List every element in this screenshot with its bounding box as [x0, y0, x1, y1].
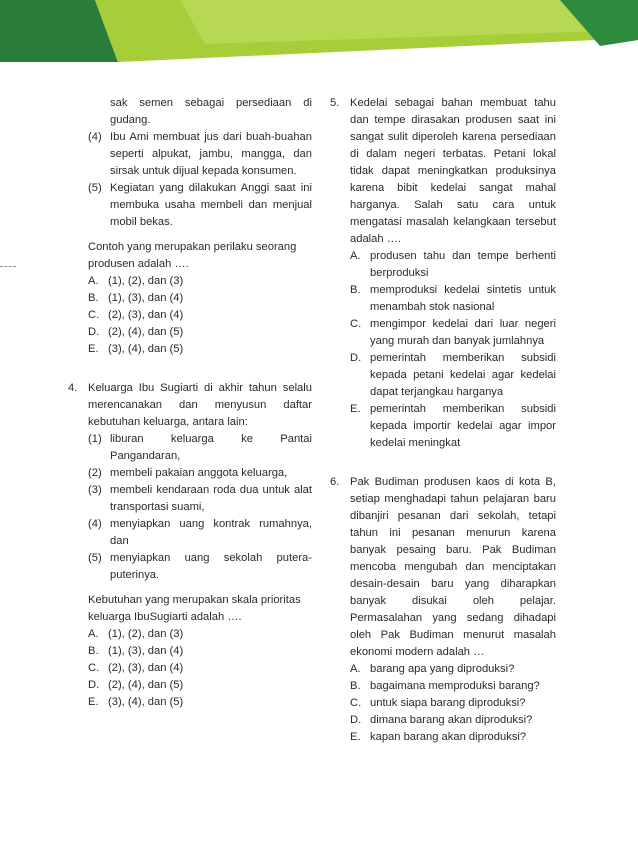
question-stem: Pak Budiman produsen kaos di kota B, setiap menghadapi tahun pelajaran baru dibanjiri pesanan dari sekolah, tetapi tahun ini pesanan menurun karena banyak pesaing baru. Pak Budiman mencoba mengubah dan menciptakan desain-desain baru yang diharapkan banyak disukai oleh pelajar. Permasalahan yang sedang dihadapi oleh Pak Budiman menurut masalah ekonomi modern adalah …: [350, 476, 556, 658]
list-item: (2) membeli pakaian anggota keluarga,: [88, 467, 288, 479]
question-4: [68, 380, 312, 711]
option[interactable]: D. (2), (4), dan (5): [88, 679, 184, 691]
option[interactable]: C. (2), (3), dan (4): [88, 662, 184, 674]
question-stem: Kedelai sebagai bahan membuat tahu dan tempe dirasakan produsen saat ini sangat sulit diperoleh karena persediaan di dalam negeri terbatas. Petani lokal tidak dapat meningkatkan produksinya karena bibit kedelai sangat mahal harganya. Salah satu cara untuk mengatasi masalah kelangkaan tersebut adalah ….: [350, 97, 556, 245]
left-column: [68, 95, 312, 711]
q3-options: [88, 273, 312, 358]
option[interactable]: E. kapan barang akan diproduksi?: [350, 731, 527, 743]
header-banner: [0, 0, 638, 62]
option[interactable]: B. (1), (3), dan (4): [88, 292, 184, 304]
list-item: [88, 129, 312, 180]
option[interactable]: A. (1), (2), dan (3): [88, 628, 184, 640]
question-number: 5.: [330, 97, 340, 109]
option[interactable]: D. pemerintah memberikan subsidi kepada petani kedelai agar kedelai dapat terjangkau harganya: [350, 352, 556, 398]
right-column: [330, 95, 556, 746]
option[interactable]: B. memproduksi kedelai sintetis untuk menambah stok nasional: [350, 284, 556, 313]
option[interactable]: A. produsen tahu dan tempe berhenti berproduksi: [350, 250, 556, 279]
option[interactable]: B. bagaimana memproduksi barang?: [350, 680, 540, 692]
question-6: [330, 474, 556, 746]
option[interactable]: C. untuk siapa barang diproduksi?: [350, 697, 526, 709]
list-item: [88, 95, 312, 129]
option[interactable]: E. (3), (4), dan (5): [88, 696, 184, 708]
option[interactable]: C. (2), (3), dan (4): [88, 309, 184, 321]
item-number: (5): [88, 182, 102, 194]
option[interactable]: A. (1), (2), dan (3): [88, 275, 184, 287]
item-text: sak semen sebagai persediaan di gudang.: [110, 97, 312, 126]
question-prompt: Kebutuhan yang merupakan skala prioritas keluarga IbuSugiarti adalah ….: [88, 594, 301, 623]
option[interactable]: C. mengimpor kedelai dari luar negeri yang murah dan banyak jumlahnya: [350, 318, 556, 347]
option[interactable]: D. (2), (4), dan (5): [88, 326, 184, 338]
question-prompt: Contoh yang merupakan perilaku seorang produsen adalah ….: [88, 241, 297, 270]
list-item: (3) membeli kendaraan roda dua untuk alat transportasi suami,: [88, 484, 312, 513]
option[interactable]: D. dimana barang akan diproduksi?: [350, 714, 533, 726]
option[interactable]: E. (3), (4), dan (5): [88, 343, 184, 355]
item-number: (4): [88, 131, 102, 143]
option[interactable]: B. (1), (3), dan (4): [88, 645, 184, 657]
question-5: [330, 95, 556, 452]
question-stem: Keluarga Ibu Sugiarti di akhir tahun selalu merencanakan dan menyusun daftar kebutuhan keluarga, antara lain:: [88, 382, 312, 428]
list-item: (5) menyiapkan uang sekolah putera-puterinya.: [88, 552, 312, 581]
list-item: (1) liburan keluarga ke Pantai Pangandaran,: [88, 433, 312, 462]
option[interactable]: E. pemerintah memberikan subsidi kepada importir kedelai agar impor kedelai meningkat: [350, 403, 556, 449]
question-number: 4.: [68, 382, 78, 394]
question-number: 6.: [330, 476, 340, 488]
list-item: [88, 180, 312, 231]
item-text: Kegiatan yang dilakukan Anggi saat ini membuka usaha membeli dan menjual mobil bekas.: [110, 182, 312, 228]
margin-dash-marker: [0, 266, 16, 267]
list-item: (4) menyiapkan uang kontrak rumahnya, dan: [88, 518, 312, 547]
option[interactable]: A. barang apa yang diproduksi?: [350, 663, 515, 675]
item-text: Ibu Ami membuat jus dari buah-buahan seperti alpukat, jambu, mangga, dan sirsak untuk dijual kepada konsumen.: [110, 131, 312, 177]
